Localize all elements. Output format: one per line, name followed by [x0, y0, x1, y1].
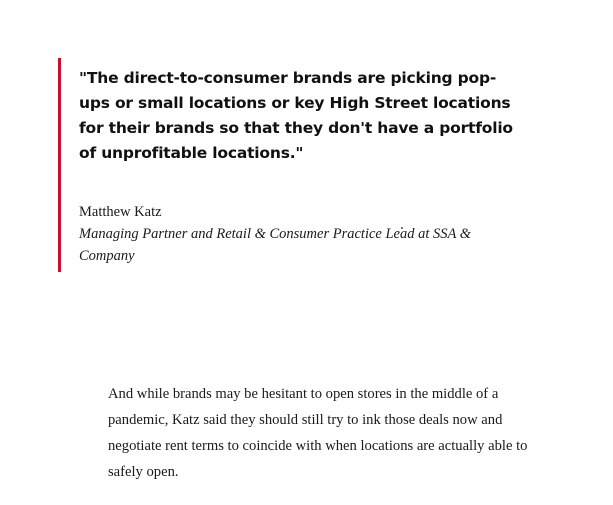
pull-quote	[58, 58, 528, 272]
quote-attribution	[79, 201, 519, 267]
author-name: Matthew Katz	[79, 204, 162, 220]
author-title: Managing Partner and Retail & Consumer Practice Lead at SSA & Company	[79, 226, 472, 264]
article-paragraph: And while brands may be hesitant to open stores in the middle of a pandemic, Katz said they should still try to ink those deals now and negotiate rent terms to coincide with when locations are actually able to safely open.	[108, 386, 528, 480]
quote-text: "The direct-to-consumer brands are picking pop-ups or small locations or key High Street locations for their brands so that they don't have a portfolio of unprofitable locations."	[79, 69, 513, 162]
